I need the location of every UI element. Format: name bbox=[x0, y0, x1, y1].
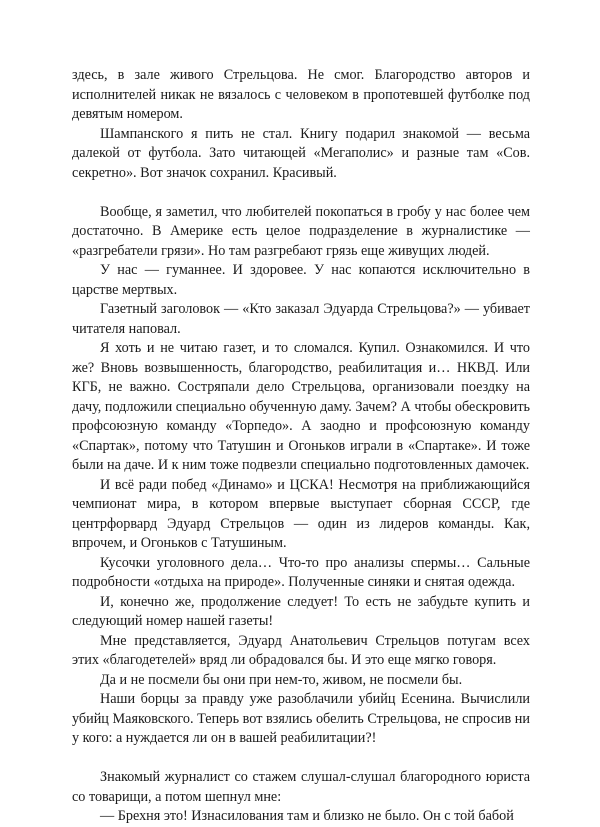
paragraph: Шампанского я пить не стал. Книгу подарил знакомой — весьма далекой от футбола. Зато читающей «Мегаполис» и разные там «Сов. секретно». Вот значок сохранил. Красивый. bbox=[72, 125, 530, 181]
paragraph-spacer bbox=[72, 183, 530, 203]
paragraph: — Брехня это! Изнасилования там и близко не было. Он с той бабой bbox=[100, 808, 514, 824]
paragraph: здесь, в зале живого Стрельцова. Не смог. Благородство авторов и исполнителей никак не вязалось с человеком в пропотевшей футболке под девятым номером. bbox=[72, 67, 530, 122]
paragraph: Наши борцы за правду уже разоблачили убийц Есенина. Вычислили убийц Маяковского. Теперь вот взялись обелить Стрельцова, не спросив ни у кого: а нуждается ли он в вашей реабилитации?! bbox=[72, 691, 530, 746]
page-body bbox=[72, 66, 530, 827]
paragraph: Я хоть и не читаю газет, и то сломался. Купил. Ознакомился. И что же? Вновь возвышенность, благородство, реабилитация и… НКВД. Или КГБ, не важно. Состряпали дело Стрельцова, организовали поездку на дачу, подложили специально обученную даму. Зачем? А чтобы обескровить профсоюзную команду «Торпедо». А заодно и профсоюзную команду «Спартак», потому что Татушин и Огоньков играли в «Спартаке». И тоже были на даче. И к ним тоже подвезли специально подготовленных дамочек. bbox=[72, 340, 530, 473]
paragraph: Да и не посмели бы они при нем-то, живом, не посмели бы. bbox=[100, 671, 463, 688]
paragraph: Знакомый журналист со стажем слушал-слушал благородного юриста со товарищи, а потом шепнул мне: bbox=[72, 769, 530, 805]
paragraph-spacer bbox=[72, 749, 530, 769]
paragraph: И всё ради побед «Динамо» и ЦСКА! Несмотря на приближающийся чемпионат мира, в котором впервые выступает сборная СССР, где центрфорвард Эдуард Стрельцов — один из лидеров команды. Как, впрочем, и Огоньков с Татушиным. bbox=[72, 476, 530, 551]
paragraph: И, конечно же, продолжение следует! То есть не забудьте купить и следующий номер нашей газеты! bbox=[72, 593, 530, 629]
paragraph: Кусочки уголовного дела… Что-то про анализы спермы… Сальные подробности «отдыха на природе». Полученные синяки и снятая одежда. bbox=[72, 554, 530, 590]
paragraph: У нас — гуманнее. И здоровее. У нас копаются исключительно в царстве мертвых. bbox=[72, 262, 530, 298]
paragraph: Мне представляется, Эдуард Анатольевич Стрельцов потугам всех этих «благодетелей» вряд ли обрадовался бы. И это еще мягко говоря. bbox=[72, 632, 530, 668]
paragraph: Вообще, я заметил, что любителей покопаться в гробу у нас более чем достаточно. В Америке есть целое подразделение в журналистике — «разгребатели грязи». Но там разгребают грязь еще живущих людей. bbox=[72, 203, 530, 259]
paragraph: Газетный заголовок — «Кто заказал Эдуарда Стрельцова?» — убивает читателя наповал. bbox=[72, 301, 530, 337]
